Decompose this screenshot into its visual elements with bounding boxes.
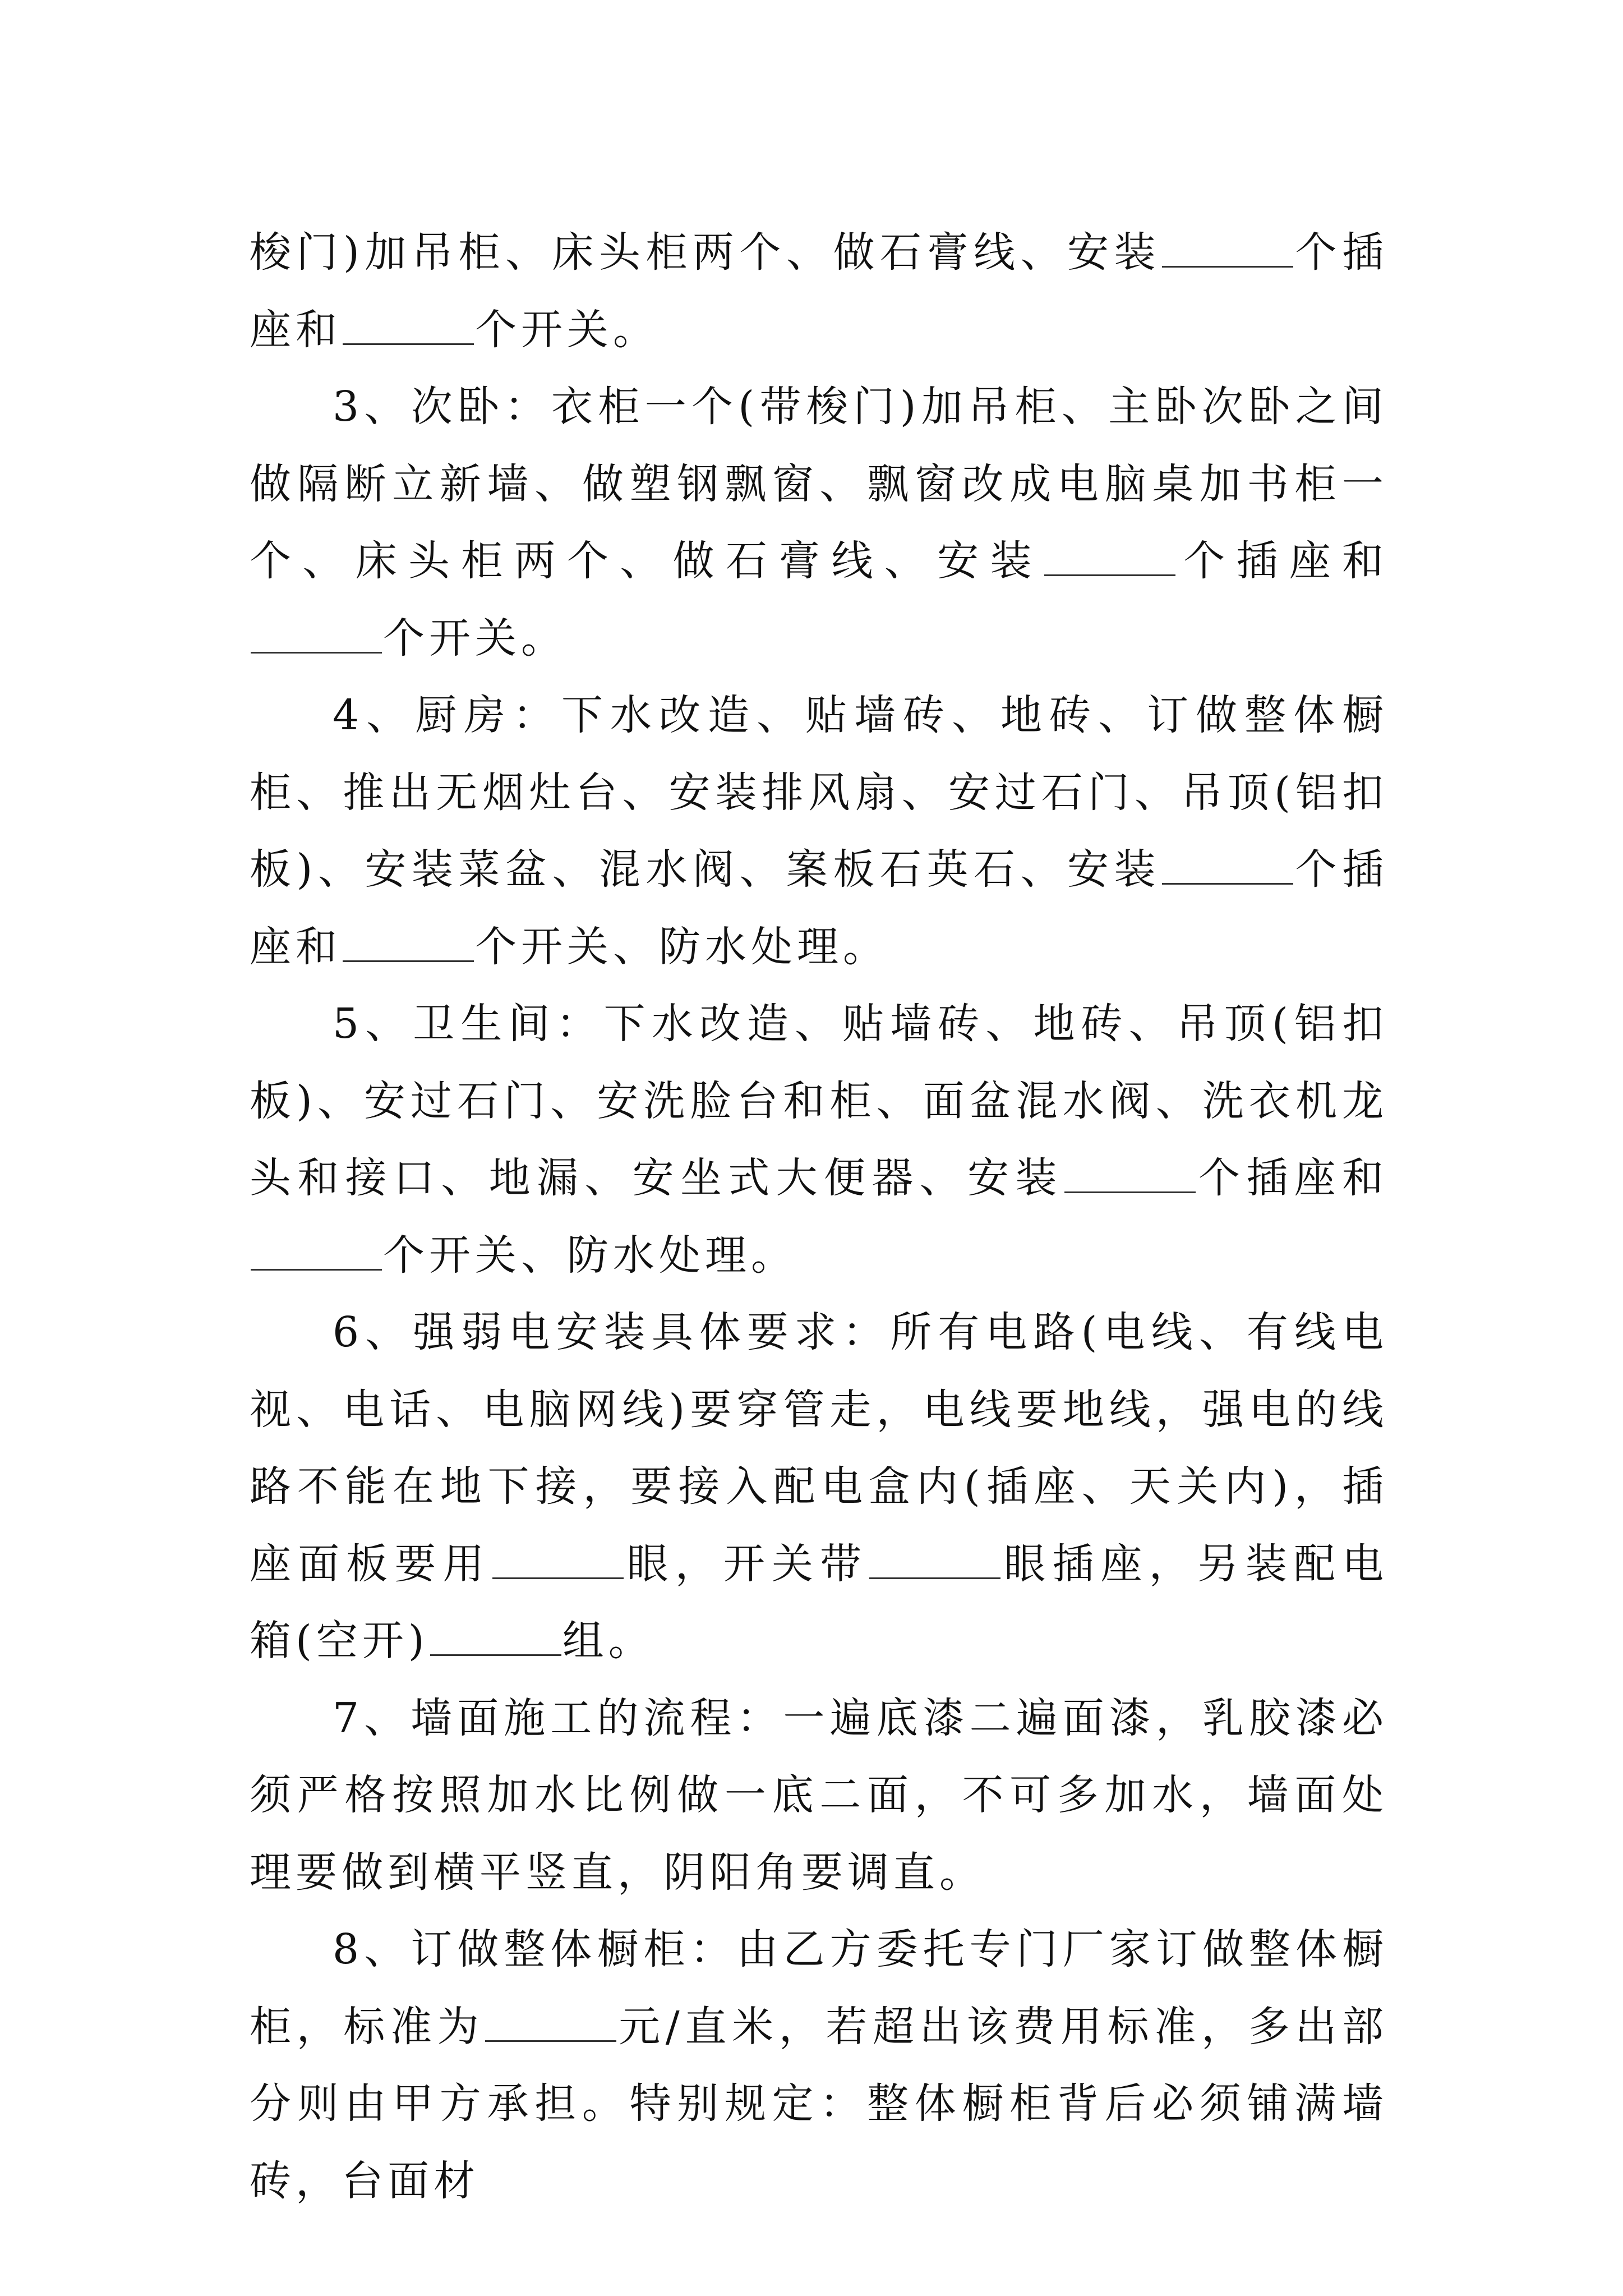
paragraph-electrical: [250, 1294, 1388, 1680]
text: 个插座和: [1196, 1154, 1389, 1202]
paragraph-second-bedroom: [250, 369, 1388, 677]
text: 组。: [562, 1617, 654, 1665]
text: 6、强弱电安装具体要求：所有电路(电线、有线电视、电话、电脑网线)要穿管走，电线要地线，强电的线路不能在地下接，要接入配电盒内(插座、天关内)，插座面板要用: [250, 1308, 1388, 1588]
blank-field[interactable]: [492, 1536, 624, 1579]
blank-field[interactable]: [1162, 841, 1293, 885]
text: 个开关。: [383, 614, 567, 662]
text: 个开关、防水处理。: [475, 922, 889, 971]
text: 梭门)加吊柜、床头柜两个、做石膏线、安装: [250, 228, 1161, 277]
text: 4、厨房：下水改造、贴墙砖、地砖、订做整体橱柜、推出无烟灶台、安装排风扇、安过石门、吊顶(铝扣板)、安装菜盆、混水阀、案板石英石、安装: [250, 691, 1388, 894]
text: 个开关、防水处理。: [383, 1231, 797, 1280]
text: 眼插座，另装配电箱(空开): [250, 1539, 1389, 1665]
paragraph-wall-construction: [250, 1680, 1388, 1912]
blank-field[interactable]: [343, 919, 474, 962]
text: 3、次卧：衣柜一个(带梭门)加吊柜、主卧次卧之间做隔断立新墙、做塑钢飘窗、飘窗改成电脑桌加书柜一个、床头柜两个、做石膏线、安装: [250, 383, 1388, 585]
blank-field[interactable]: [251, 1227, 382, 1271]
blank-field[interactable]: [343, 302, 474, 345]
blank-field[interactable]: [1162, 224, 1293, 268]
paragraph-master-bedroom-continued: [250, 214, 1388, 369]
text: 眼，开关带: [624, 1539, 869, 1588]
text: 个开关。: [475, 305, 659, 354]
paragraph-kitchen: [250, 677, 1388, 986]
text: 个插座和: [1176, 537, 1389, 585]
text: 8、订做整体橱柜：由乙方委托专门厂家订做整体橱柜，标准为: [250, 1925, 1388, 2051]
blank-field[interactable]: [1064, 1150, 1196, 1193]
blank-field[interactable]: [485, 1999, 616, 2042]
document-body: [250, 214, 1388, 2220]
blank-field[interactable]: [1044, 533, 1175, 576]
text: 个插座和: [250, 845, 1388, 971]
blank-field[interactable]: [251, 610, 382, 654]
paragraph-bathroom: [250, 986, 1388, 1294]
text: 7、墙面施工的流程：一遍底漆二遍面漆，乳胶漆必须严格按照加水比例做一底二面，不可多加水，墙面处理要做到横平竖直，阴阳角要调直。: [250, 1694, 1388, 1897]
paragraph-cabinets: [250, 1911, 1388, 2220]
text: 元/直米，若超出该费用标准，多出部分则由甲方承担。特别规定：整体橱柜背后必须铺满墙砖，台面材: [250, 2002, 1389, 2205]
blank-field[interactable]: [430, 1613, 561, 1656]
text: 5、卫生间：下水改造、贴墙砖、地砖、吊顶(铝扣板)、安过石门、安洗脸台和柜、面盆混水阀、洗衣机龙头和接口、地漏、安坐式大便器、安装: [250, 1000, 1388, 1202]
blank-field[interactable]: [869, 1536, 1000, 1579]
text: 个插座和: [250, 228, 1388, 354]
